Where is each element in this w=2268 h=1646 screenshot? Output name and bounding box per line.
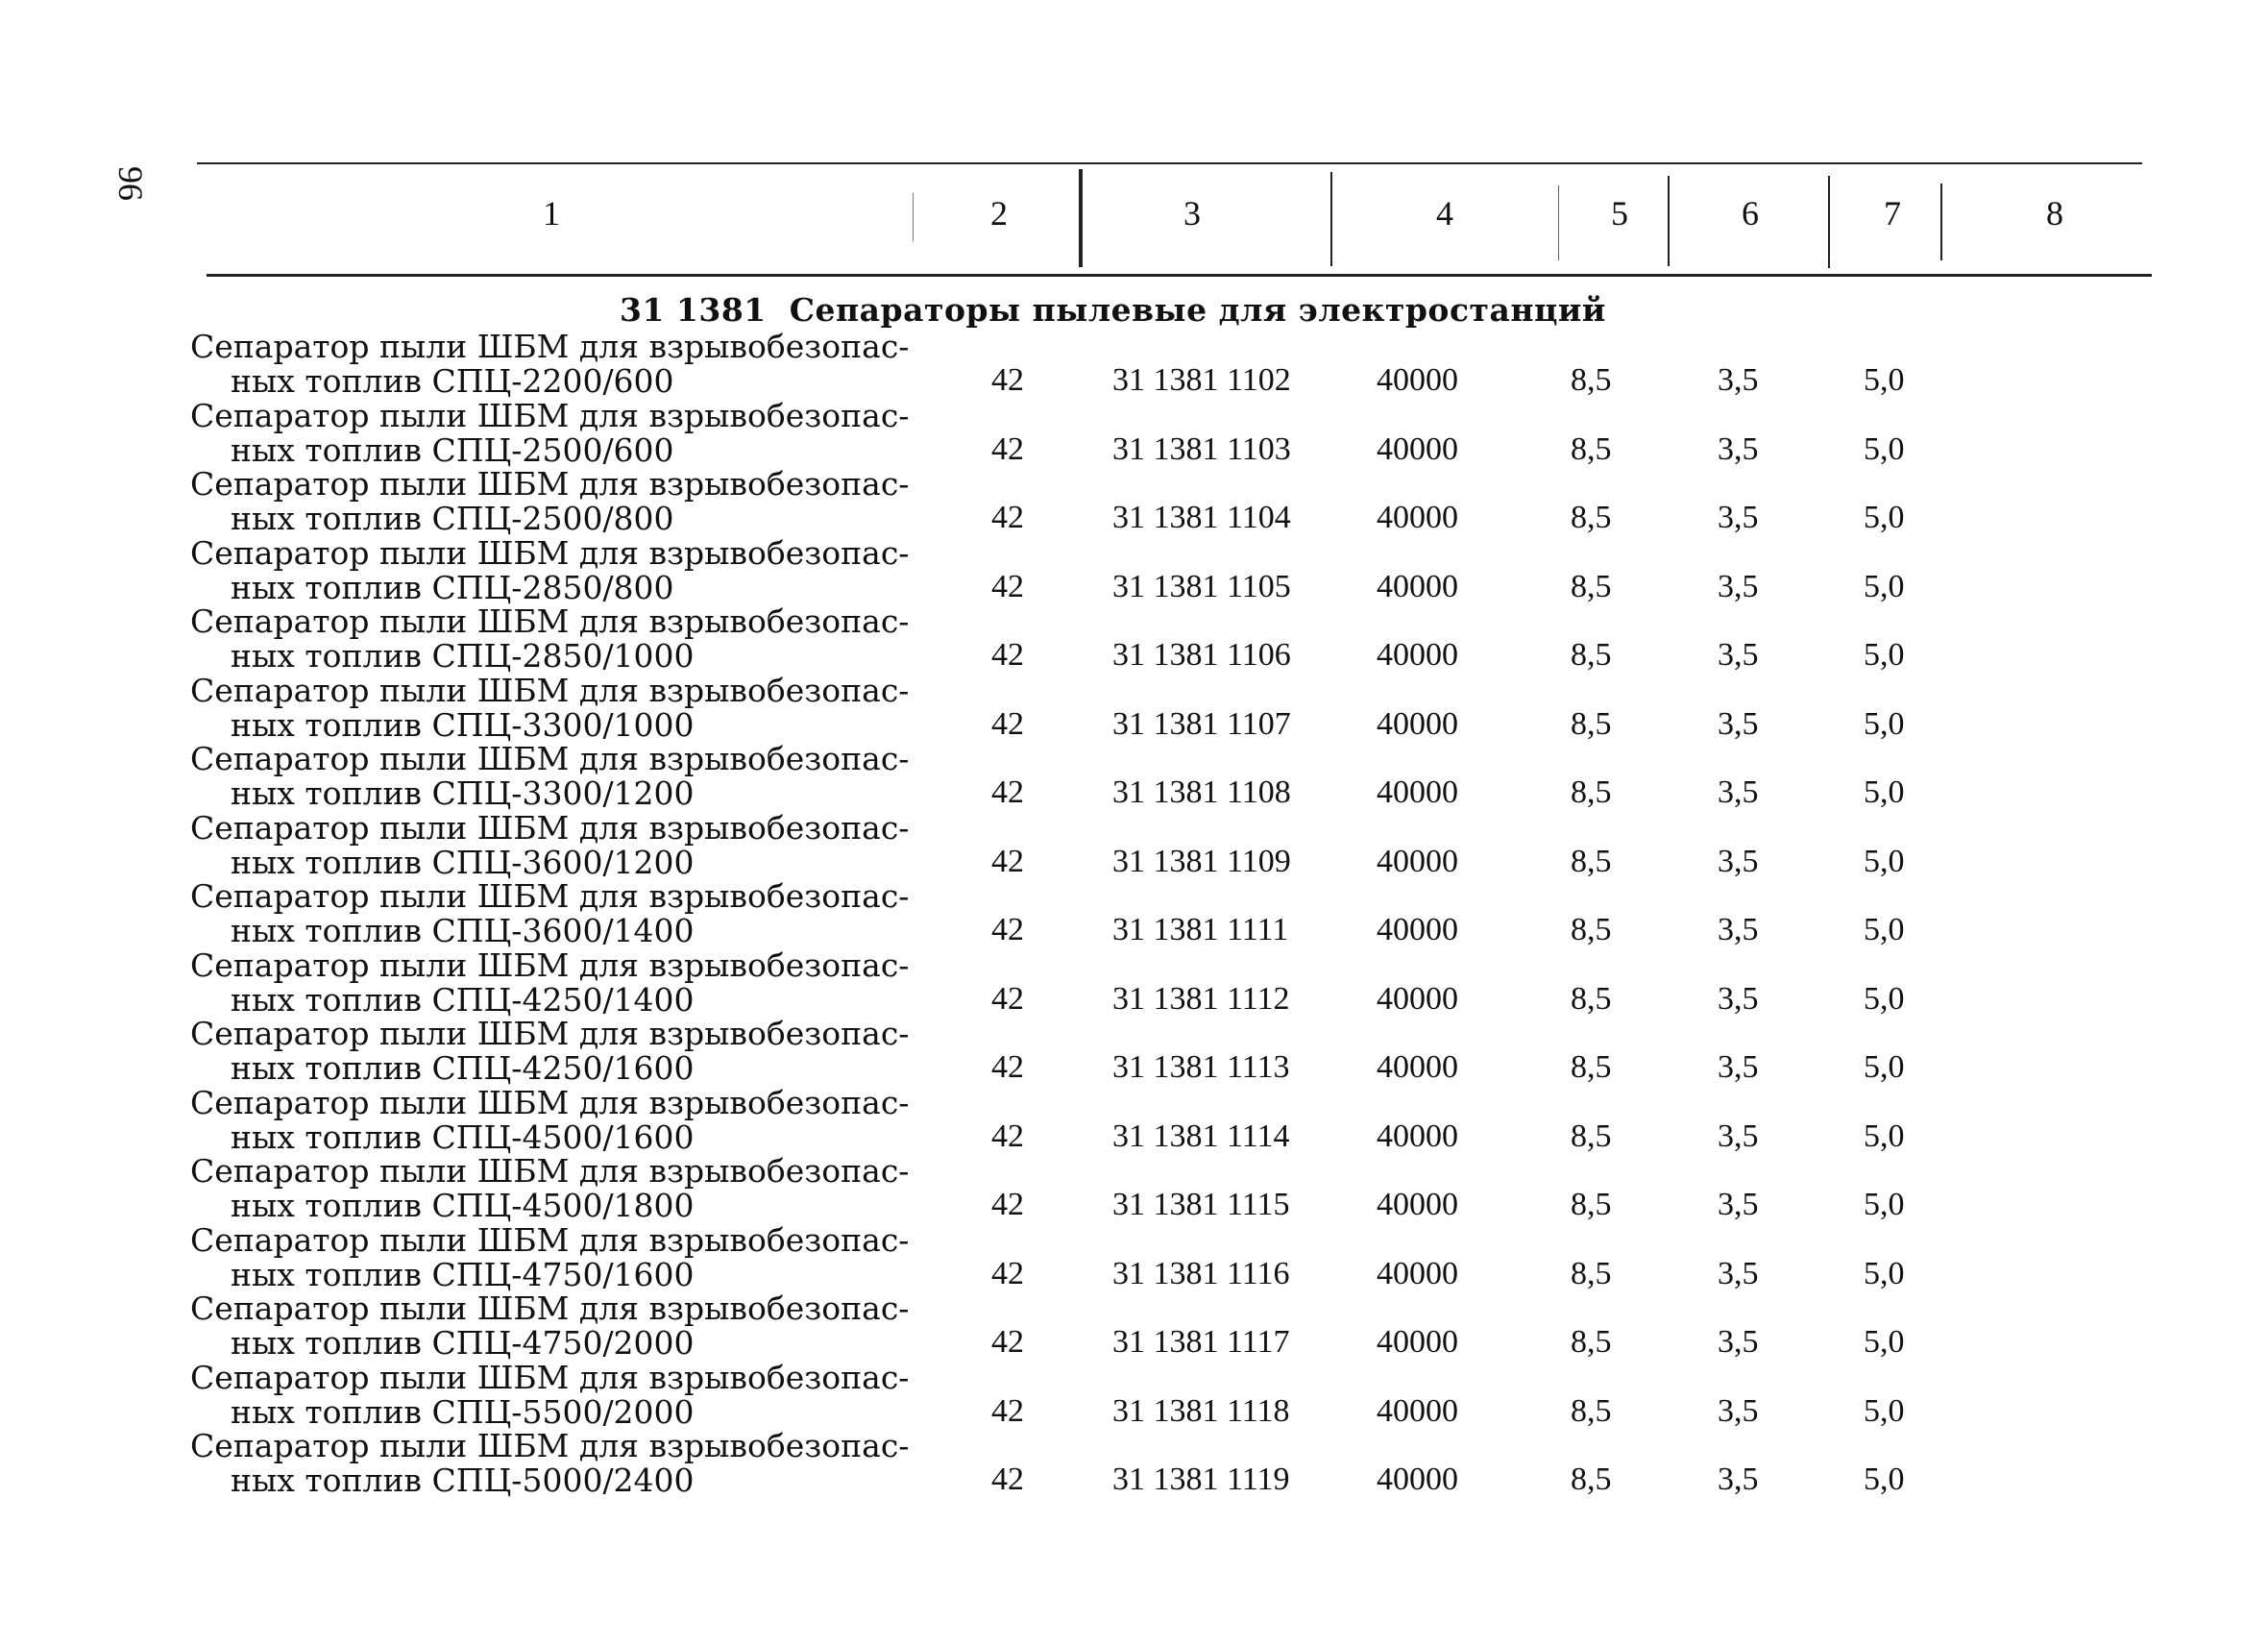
table-row (0, 1429, 2268, 1498)
col-5-value: 8,5 (1571, 1049, 1612, 1085)
item-name (190, 1083, 920, 1156)
col-7-value: 5,0 (1864, 1462, 1905, 1497)
col-7-value: 5,0 (1864, 912, 1905, 947)
col-6-value: 3,5 (1718, 500, 1759, 535)
header-col-8: 8 (2046, 194, 2063, 233)
col-6-value: 3,5 (1718, 1462, 1759, 1497)
item-name-line1: Сепаратор пыли ШБМ для взрывобезопас- (190, 465, 910, 503)
col-5-value: 8,5 (1571, 637, 1612, 673)
col-4-value: 40000 (1377, 912, 1458, 947)
col-2-value: 42 (991, 912, 1024, 947)
col-5-value: 8,5 (1571, 912, 1612, 947)
col-4-value: 40000 (1377, 568, 1458, 604)
col-3-code: 31 1381 1116 (1112, 1255, 1290, 1291)
col-7-value: 5,0 (1864, 1187, 1905, 1222)
item-name-line1: Сепаратор пыли ШБМ для взрывобезопас- (190, 740, 910, 777)
section-code: 31 1381 (620, 291, 767, 329)
item-name (190, 742, 920, 811)
col-6-value: 3,5 (1718, 1392, 1759, 1429)
table-row (0, 604, 2268, 674)
col-7-value: 5,0 (1864, 705, 1905, 742)
header-divider (1079, 169, 1083, 267)
col-5-value: 8,5 (1571, 843, 1612, 879)
item-name (190, 533, 920, 606)
item-name (190, 671, 920, 744)
col-7-value: 5,0 (1864, 1392, 1905, 1429)
item-name-line2: ных топлив СПЦ-3300/1000 (231, 705, 695, 744)
col-3-code: 31 1381 1118 (1112, 1392, 1290, 1429)
item-name-line1: Сепаратор пыли ШБМ для взрывобезопас- (190, 1290, 910, 1327)
col-7-value: 5,0 (1864, 568, 1905, 604)
col-4-value: 40000 (1377, 1118, 1458, 1154)
col-3-code: 31 1381 1102 (1112, 362, 1291, 398)
header-col-7: 7 (1884, 194, 1901, 233)
col-4-value: 40000 (1377, 774, 1458, 810)
col-5-value: 8,5 (1571, 568, 1612, 604)
item-name-line2: ных топлив СПЦ-4750/1600 (231, 1255, 695, 1293)
item-name-line1: Сепаратор пыли ШБМ для взрывобезопас- (190, 946, 910, 984)
col-2-value: 42 (991, 705, 1024, 742)
col-4-value: 40000 (1377, 362, 1458, 398)
item-name-line2: ных топлив СПЦ-4750/2000 (231, 1324, 695, 1362)
col-3-code: 31 1381 1111 (1112, 912, 1289, 947)
col-3-code: 31 1381 1117 (1112, 1324, 1290, 1360)
header-divider (1668, 176, 1670, 266)
item-name (190, 1154, 920, 1223)
header-col-3: 3 (1183, 194, 1201, 233)
item-name (190, 1291, 920, 1361)
col-6-value: 3,5 (1718, 1324, 1759, 1360)
col-5-value: 8,5 (1571, 500, 1612, 535)
col-4-value: 40000 (1377, 980, 1458, 1017)
item-name-line2: ных топлив СПЦ-4250/1400 (231, 980, 695, 1019)
col-4-value: 40000 (1377, 1255, 1458, 1291)
col-5-value: 8,5 (1571, 980, 1612, 1017)
item-name (190, 948, 920, 1018)
header-col-2: 2 (990, 194, 1008, 233)
col-2-value: 42 (991, 1118, 1024, 1154)
col-2-value: 42 (991, 568, 1024, 604)
item-name-line1: Сепаратор пыли ШБМ для взрывобезопас- (190, 1220, 910, 1259)
header-divider (1940, 184, 1942, 260)
col-7-value: 5,0 (1864, 843, 1905, 879)
col-4-value: 40000 (1377, 1462, 1458, 1497)
item-name-line2: ных топлив СПЦ-4250/1600 (231, 1049, 695, 1087)
col-5-value: 8,5 (1571, 1324, 1612, 1360)
col-7-value: 5,0 (1864, 637, 1905, 673)
item-name-line1: Сепаратор пыли ШБМ для взрывобезопас- (190, 1015, 910, 1052)
col-2-value: 42 (991, 980, 1024, 1017)
table-row (0, 742, 2268, 811)
col-3-code: 31 1381 1107 (1112, 705, 1291, 742)
col-2-value: 42 (991, 1462, 1024, 1497)
item-name-line1: Сепаратор пыли ШБМ для взрывобезопас- (190, 602, 910, 640)
table-row (0, 879, 2268, 948)
col-6-value: 3,5 (1718, 1118, 1759, 1154)
table-row (0, 467, 2268, 536)
item-name (190, 1358, 920, 1431)
col-7-value: 5,0 (1864, 980, 1905, 1017)
item-name-line2: ных топлив СПЦ-2850/800 (231, 568, 674, 606)
header-divider (1330, 172, 1332, 266)
item-name-line1: Сепаратор пыли ШБМ для взрывобезопас- (190, 533, 910, 572)
table-row (0, 1083, 2268, 1156)
table-row (0, 671, 2268, 744)
col-5-value: 8,5 (1571, 1462, 1612, 1497)
col-6-value: 3,5 (1718, 980, 1759, 1017)
header-col-4: 4 (1436, 194, 1453, 233)
col-2-value: 42 (991, 637, 1024, 673)
item-name (190, 1220, 920, 1293)
item-name-line1: Сепаратор пыли ШБМ для взрывобезопас- (190, 1083, 910, 1121)
col-6-value: 3,5 (1718, 1049, 1759, 1085)
item-name-line2: ных топлив СПЦ-5000/2400 (231, 1462, 695, 1499)
col-6-value: 3,5 (1718, 1187, 1759, 1222)
col-5-value: 8,5 (1571, 774, 1612, 810)
page-number: 96 (111, 166, 150, 201)
table-row (0, 1154, 2268, 1223)
col-3-code: 31 1381 1119 (1112, 1462, 1290, 1497)
item-name-line1: Сепаратор пыли ШБМ для взрывобезопас- (190, 671, 910, 709)
col-4-value: 40000 (1377, 1049, 1458, 1085)
col-4-value: 40000 (1377, 430, 1458, 467)
item-name (190, 808, 920, 881)
col-2-value: 42 (991, 500, 1024, 535)
header-col-6: 6 (1742, 194, 1759, 233)
col-3-code: 31 1381 1115 (1112, 1187, 1290, 1222)
col-4-value: 40000 (1377, 843, 1458, 879)
col-2-value: 42 (991, 1255, 1024, 1291)
col-2-value: 42 (991, 1324, 1024, 1360)
item-name-line2: ных топлив СПЦ-2200/600 (231, 362, 674, 400)
item-name-line1: Сепаратор пыли ШБМ для взрывобезопас- (190, 1152, 910, 1190)
item-name (190, 330, 920, 399)
col-6-value: 3,5 (1718, 568, 1759, 604)
col-4-value: 40000 (1377, 500, 1458, 535)
col-2-value: 42 (991, 774, 1024, 810)
item-name-line2: ных топлив СПЦ-3300/1200 (231, 774, 695, 812)
col-5-value: 8,5 (1571, 1255, 1612, 1291)
item-name-line2: ных топлив СПЦ-4500/1600 (231, 1118, 695, 1156)
col-5-value: 8,5 (1571, 1392, 1612, 1429)
col-4-value: 40000 (1377, 637, 1458, 673)
col-6-value: 3,5 (1718, 774, 1759, 810)
col-7-value: 5,0 (1864, 1049, 1905, 1085)
item-name-line1: Сепаратор пыли ШБМ для взрывобезопас- (190, 808, 910, 847)
item-name-line2: ных топлив СПЦ-2850/1000 (231, 637, 695, 675)
header-divider (913, 193, 914, 241)
col-7-value: 5,0 (1864, 774, 1905, 810)
col-2-value: 42 (991, 1187, 1024, 1222)
table-row (0, 1358, 2268, 1431)
item-name (190, 1429, 920, 1498)
item-name-line1: Сепаратор пыли ШБМ для взрывобезопас- (190, 1358, 910, 1396)
item-name-line2: ных топлив СПЦ-2500/800 (231, 500, 674, 537)
table-row (0, 396, 2268, 469)
item-name-line1: Сепаратор пыли ШБМ для взрывобезопас- (190, 328, 910, 365)
col-6-value: 3,5 (1718, 1255, 1759, 1291)
col-4-value: 40000 (1377, 705, 1458, 742)
col-5-value: 8,5 (1571, 1187, 1612, 1222)
col-7-value: 5,0 (1864, 430, 1905, 467)
item-name (190, 467, 920, 536)
col-6-value: 3,5 (1718, 430, 1759, 467)
col-5-value: 8,5 (1571, 430, 1612, 467)
col-3-code: 31 1381 1112 (1112, 980, 1290, 1017)
item-name (190, 604, 920, 674)
col-5-value: 8,5 (1571, 1118, 1612, 1154)
col-6-value: 3,5 (1718, 705, 1759, 742)
col-2-value: 42 (991, 362, 1024, 398)
item-name-line2: ных топлив СПЦ-2500/600 (231, 430, 674, 469)
section-title-text: Сепараторы пылевые для электростанций (789, 291, 1606, 329)
col-2-value: 42 (991, 843, 1024, 879)
col-4-value: 40000 (1377, 1187, 1458, 1222)
header-col-1: 1 (543, 194, 560, 233)
col-3-code: 31 1381 1114 (1112, 1118, 1290, 1154)
item-name (190, 879, 920, 948)
col-6-value: 3,5 (1718, 912, 1759, 947)
table-row (0, 330, 2268, 399)
col-7-value: 5,0 (1864, 362, 1905, 398)
col-2-value: 42 (991, 1049, 1024, 1085)
col-2-value: 42 (991, 430, 1024, 467)
item-name-line1: Сепаратор пыли ШБМ для взрывобезопас- (190, 877, 910, 915)
col-3-code: 31 1381 1108 (1112, 774, 1291, 810)
table-row (0, 1291, 2268, 1361)
col-3-code: 31 1381 1105 (1112, 568, 1291, 604)
col-5-value: 8,5 (1571, 362, 1612, 398)
table-row (0, 1220, 2268, 1293)
item-name (190, 396, 920, 469)
col-7-value: 5,0 (1864, 1118, 1905, 1154)
col-4-value: 40000 (1377, 1324, 1458, 1360)
col-5-value: 8,5 (1571, 705, 1612, 742)
section-title (620, 291, 1606, 329)
table-row (0, 533, 2268, 606)
item-name-line2: ных топлив СПЦ-3600/1200 (231, 843, 695, 881)
table-row (0, 1017, 2268, 1086)
header-divider (1558, 185, 1559, 260)
col-6-value: 3,5 (1718, 843, 1759, 879)
item-name-line2: ных топлив СПЦ-5500/2000 (231, 1392, 695, 1431)
col-6-value: 3,5 (1718, 362, 1759, 398)
col-7-value: 5,0 (1864, 500, 1905, 535)
col-7-value: 5,0 (1864, 1324, 1905, 1360)
item-name-line2: ных топлив СПЦ-4500/1800 (231, 1187, 695, 1224)
col-3-code: 31 1381 1104 (1112, 500, 1291, 535)
table-header (197, 164, 2142, 274)
table-row (0, 808, 2268, 881)
item-name-line2: ных топлив СПЦ-3600/1400 (231, 912, 695, 949)
col-3-code: 31 1381 1106 (1112, 637, 1291, 673)
item-name-line1: Сепаратор пыли ШБМ для взрывобезопас- (190, 1427, 910, 1464)
col-3-code: 31 1381 1109 (1112, 843, 1291, 879)
item-name (190, 1017, 920, 1086)
col-4-value: 40000 (1377, 1392, 1458, 1429)
col-2-value: 42 (991, 1392, 1024, 1429)
col-6-value: 3,5 (1718, 637, 1759, 673)
table-header-rule (207, 274, 2152, 277)
col-3-code: 31 1381 1113 (1112, 1049, 1290, 1085)
table-row (0, 948, 2268, 1018)
item-name-line1: Сепаратор пыли ШБМ для взрывобезопас- (190, 396, 910, 434)
header-divider (1828, 176, 1830, 268)
col-7-value: 5,0 (1864, 1255, 1905, 1291)
header-col-5: 5 (1611, 194, 1628, 233)
col-3-code: 31 1381 1103 (1112, 430, 1291, 467)
